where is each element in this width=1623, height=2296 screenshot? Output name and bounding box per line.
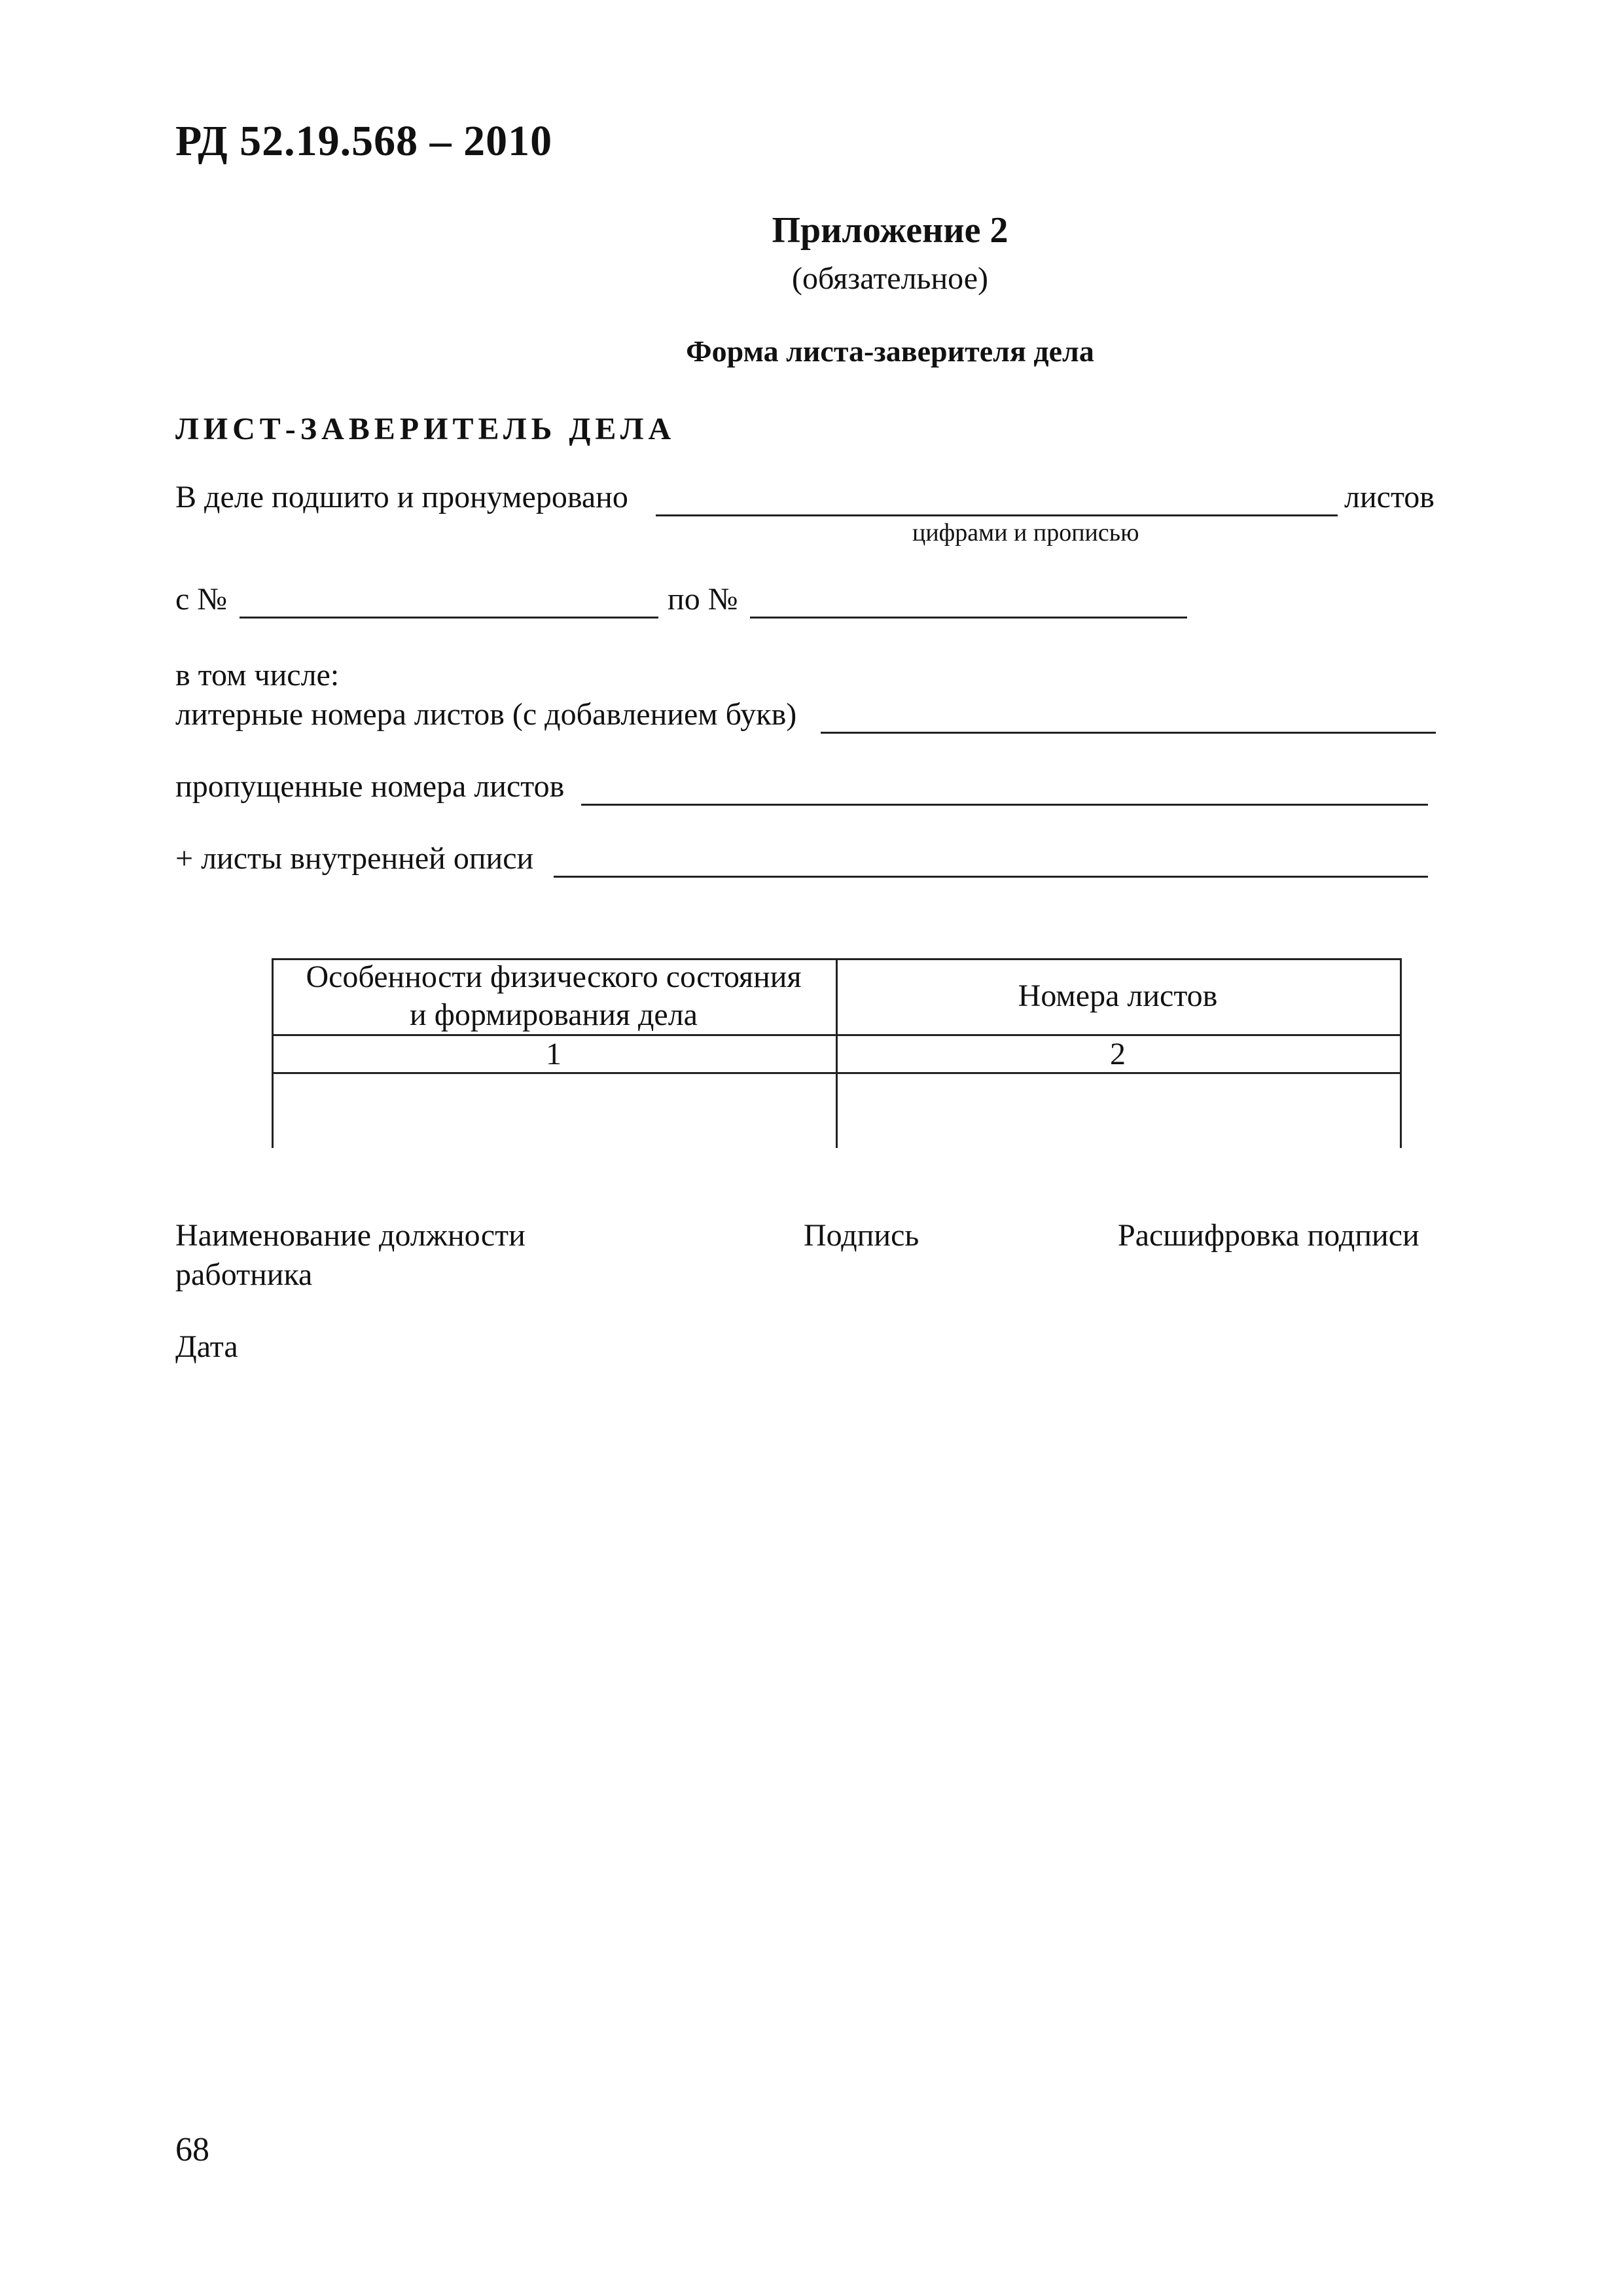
to-number-label: по №	[668, 582, 738, 617]
lettered-sheets-field[interactable]	[821, 732, 1436, 734]
to-number-field[interactable]	[750, 617, 1187, 619]
page-number: 68	[175, 2131, 209, 2168]
inventory-sheets-field[interactable]	[554, 876, 1428, 878]
sheets-suffix-label: листов	[1344, 480, 1435, 514]
from-number-label: с №	[175, 582, 228, 617]
lettered-sheets-label: литерные номера листов (с добавлением букв)	[175, 697, 797, 732]
from-number-field[interactable]	[240, 617, 658, 619]
sheets-count-label: В деле подшито и пронумеровано	[175, 480, 628, 514]
inventory-sheets-label: + листы внутренней описи	[175, 841, 534, 876]
table-right-border	[1400, 958, 1402, 1148]
form-title: Форма листа-заверителя дела	[686, 334, 1094, 368]
table-cell-condition-entry[interactable]	[274, 1074, 836, 1148]
table-header-condition: Особенности физического состояния и формирования дела	[306, 960, 802, 1032]
position-title-label-line2: работника	[175, 1257, 313, 1292]
table-header-sheet-numbers: Номера листов	[1018, 978, 1218, 1013]
including-label: в том числе:	[175, 658, 340, 692]
sheets-count-hint: цифрами и прописью	[912, 519, 1139, 547]
case-condition-table	[272, 958, 1402, 1148]
date-label: Дата	[175, 1329, 238, 1364]
sheet-title: ЛИСТ-ЗАВЕРИТЕЛЬ ДЕЛА	[175, 412, 676, 446]
position-title-label: Наименование должности	[175, 1218, 526, 1253]
sheets-count-field[interactable]	[656, 514, 1338, 516]
missing-sheets-field[interactable]	[581, 804, 1428, 806]
missing-sheets-label: пропущенные номера листов	[175, 769, 565, 804]
table-column-number-1: 1	[546, 1037, 562, 1071]
document-code: РД 52.19.568 – 2010	[175, 117, 553, 165]
signature-decoding-label: Расшифровка подписи	[1118, 1218, 1419, 1253]
appendix-note: (обязательное)	[792, 261, 988, 296]
appendix-title: Приложение 2	[772, 210, 1008, 251]
table-column-number-2: 2	[1110, 1037, 1126, 1071]
table-cell-sheet-numbers-entry[interactable]	[838, 1074, 1400, 1148]
signature-label: Подпись	[804, 1218, 919, 1253]
